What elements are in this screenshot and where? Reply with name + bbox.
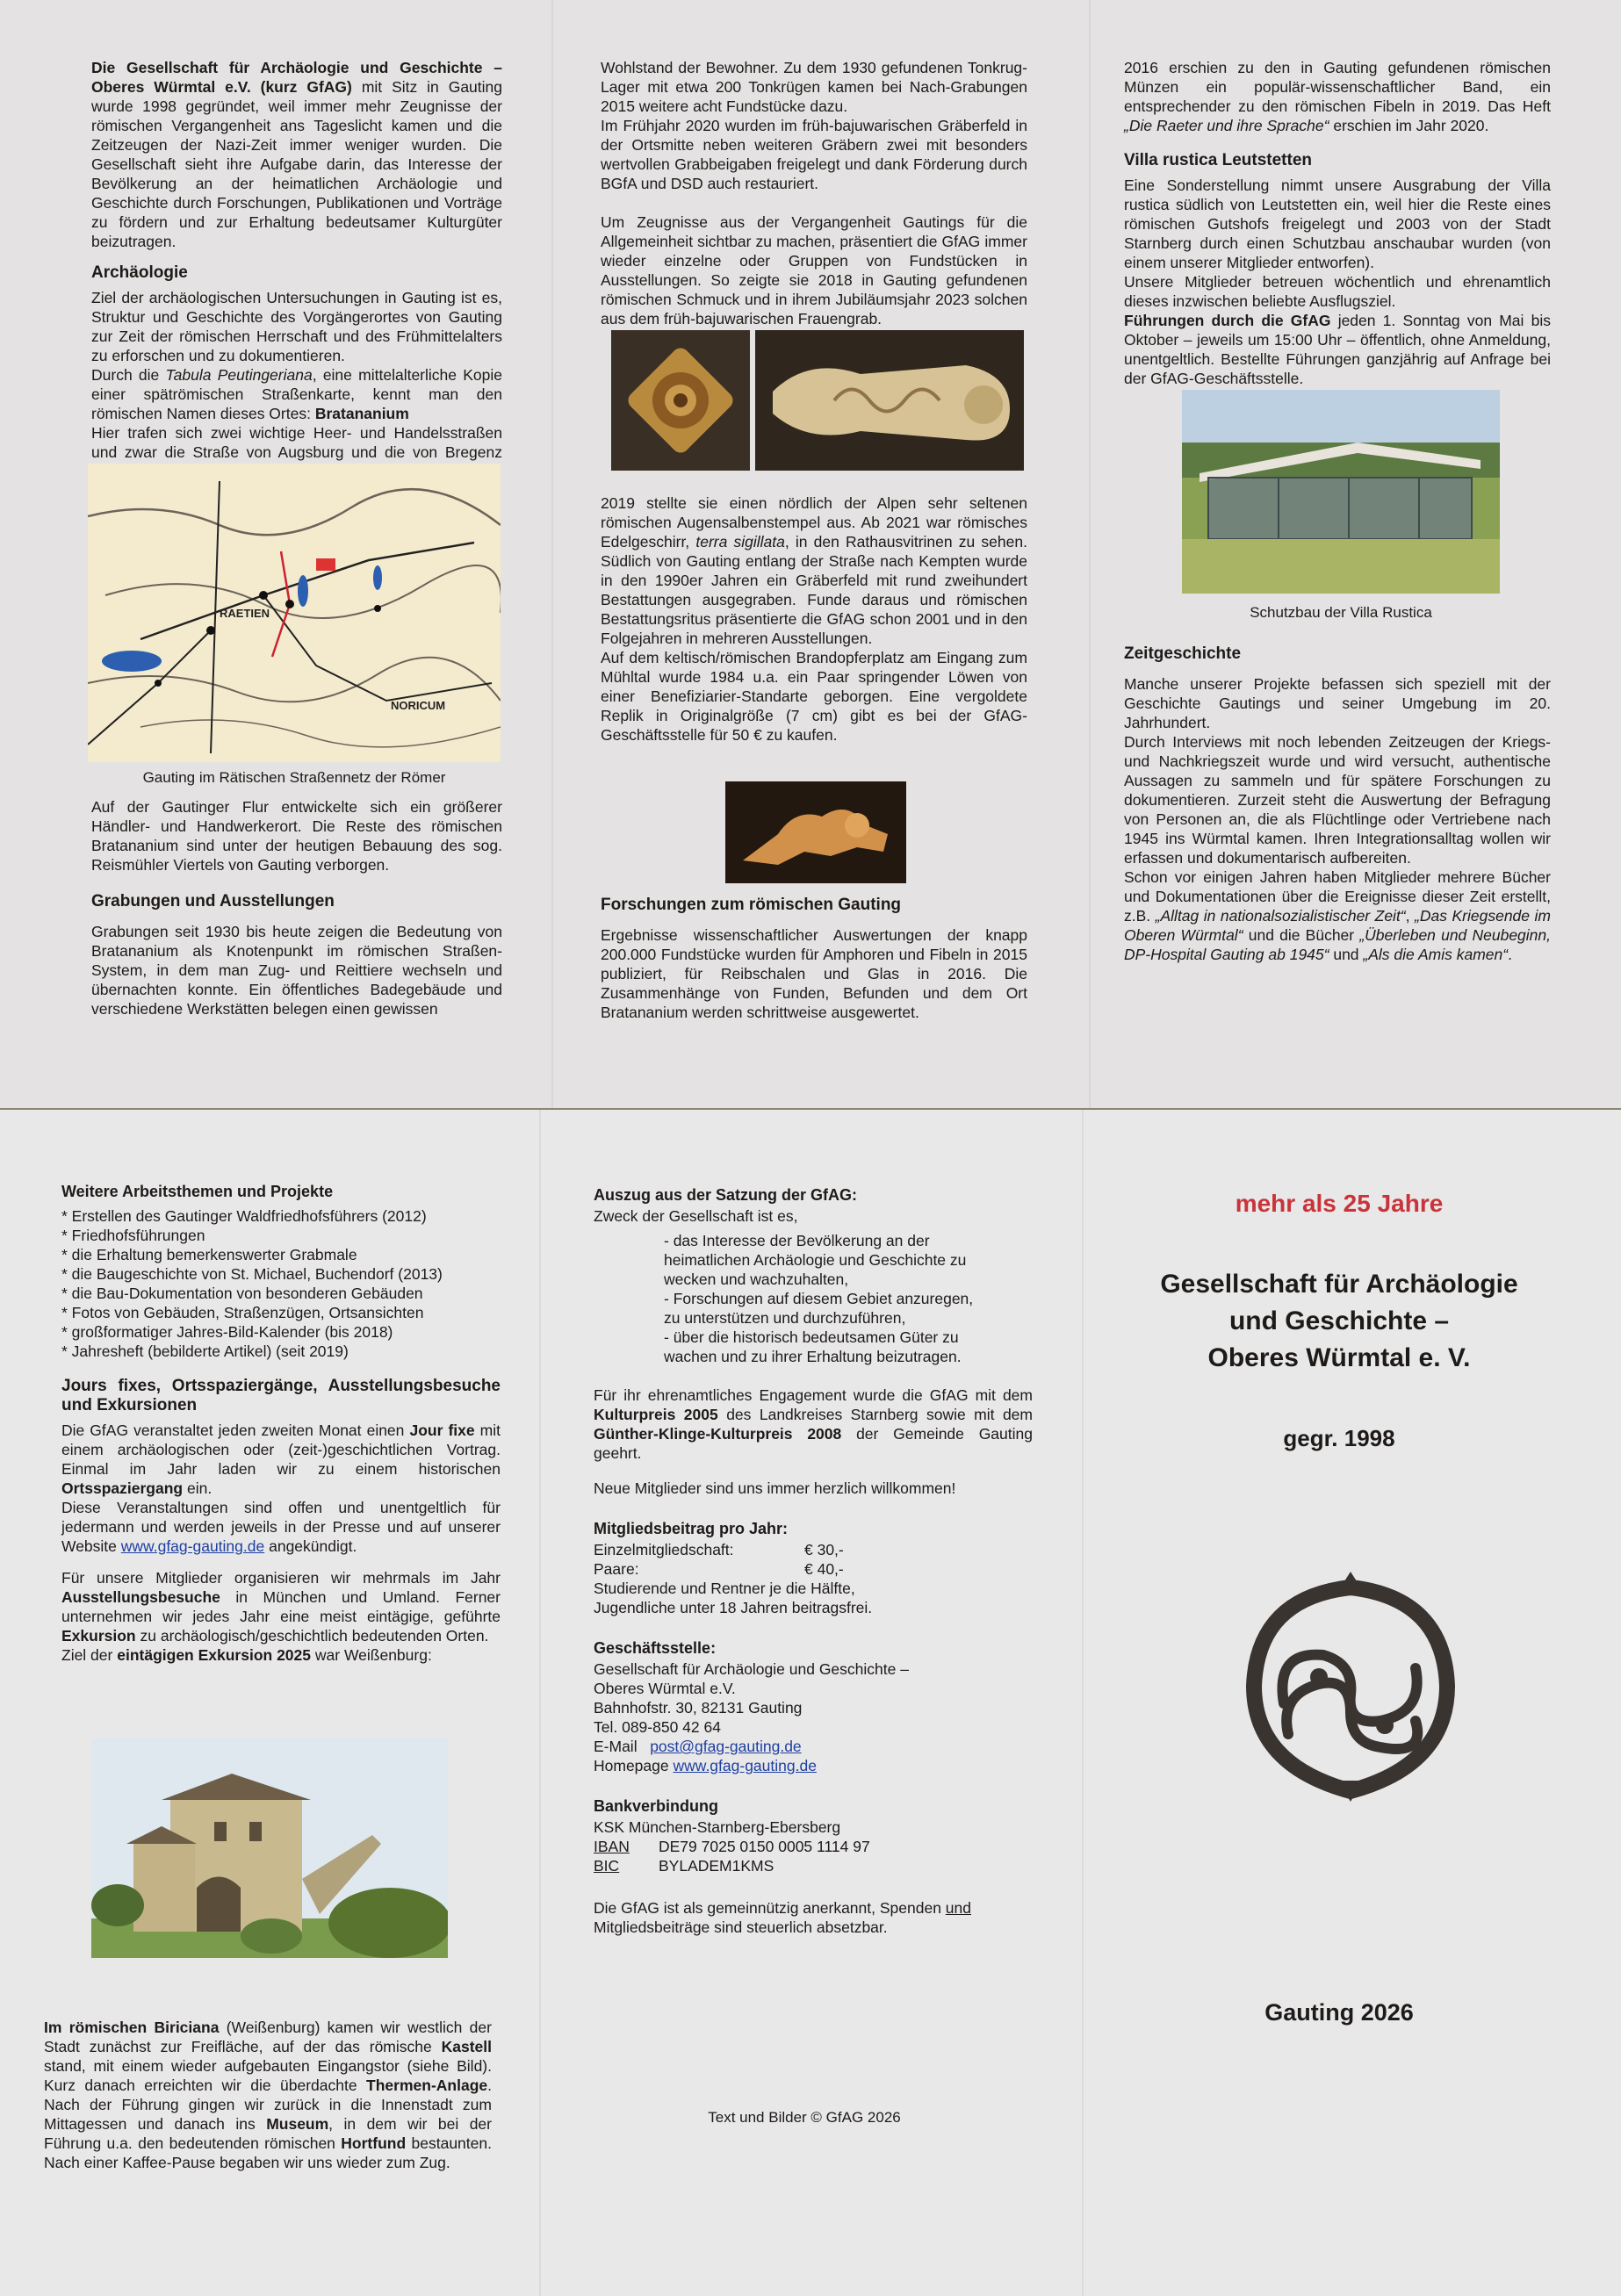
volunteers-paragraph: Unsere Mitglieder betreuen wöchentlich und ehrenamtlich dieses inzwischen beliebte Ausflugsziel. xyxy=(1124,273,1551,310)
fold-line xyxy=(1089,0,1091,1108)
heading-membership-fee: Mitgliedsbeitrag pro Jahr: xyxy=(594,1520,789,1537)
purpose-intro: Zweck der Gesellschaft ist es, xyxy=(594,1207,798,1225)
intro-text: mit Sitz in Gauting wurde 1998 gegründet, weil immer mehr Zeugnisse der römischen Vergangenheit ans Tageslicht kamen und die Zeitzeugen der Nazi-Zeit immer weniger wurden. Die Gesellschaft sieht ihre Aufgabe darin, das Interesse der Bevölkerung an der heimatlichen Archäologie und Geschichte durch Forschungen, Publikationen und Vorträge zu fördern und zur Erhaltung bedeutsamer Kulturgüter beizutragen. xyxy=(91,78,503,250)
heading-research: Forschungen zum römischen Gauting xyxy=(601,896,902,914)
list-item: * die Baugeschichte von St. Michael, Buchendorf (2013) xyxy=(61,1265,443,1283)
excavations-paragraph: Grabungen seit 1930 bis heute zeigen die Bedeutung von Bratananium als Knotenpunkt im römischen Straßen-System, in dem man Zug- und Reittiere wechseln und übernachten konnte. Ein öffentliches Badegebäude und verschiedene Werkstätten belegen einen gewissen xyxy=(91,923,502,1018)
graves-paragraph: Im Frühjahr 2020 wurden im früh-bajuwarischen Gräberfeld in der Ortsmitte neben weiteren Gräbern zwei mit besonders wertvollen Grabbeigaben freigelegt und dank Förderung durch BGfA und DSD auch restauriert. xyxy=(601,117,1027,192)
heading-office: Geschäftsstelle: xyxy=(594,1639,717,1657)
books-paragraph: Schon vor einigen Jahren haben Mitglieder mehrere Bücher und Dokumentationen über die Ereignisse dieser Zeit erstellt, z.B. „Alltag in nationalsozialistischer Zeit“, „Das Kriegsende im Oberen Würmtal“ und die Bücher „Überleben und Neubeginn, DP-Hospital Gauting ab 1945“ und „Als die Amis kamen“. xyxy=(1124,868,1551,963)
fee-row: Einzelmitgliedschaft: € 30,- xyxy=(594,1541,844,1558)
tabula-title: Tabula Peutingeriana xyxy=(165,366,313,384)
email-line: E-Mail post@gfag-gauting.de xyxy=(594,1738,802,1755)
list-item: - Forschungen auf diesem Gebiet anzuregen, zu unterstützen und durchzuführen, xyxy=(664,1290,974,1327)
list-item: * Fotos von Gebäuden, Straßenzügen, Ortsansichten xyxy=(61,1304,424,1321)
map-caption: Gauting im Rätischen Straßennetz der Römer xyxy=(142,769,446,786)
bottom-column-1 xyxy=(61,1182,501,1665)
list-item: * Friedhofsführungen xyxy=(61,1227,205,1244)
list-item: * Jahresheft (bebilderte Artikel) (seit 2019) xyxy=(61,1342,349,1360)
heading-archaeology: Archäologie xyxy=(91,263,188,282)
iban-value: DE79 7025 0150 0005 1114 97 xyxy=(659,1838,870,1855)
top-column-3 xyxy=(1124,58,1551,388)
fold-line xyxy=(551,0,553,1108)
gfag-emblem xyxy=(1240,1572,1461,1802)
lion-replica-photo xyxy=(725,781,906,883)
copyright: Text und Bilder © GfAG 2026 xyxy=(708,2109,901,2126)
purpose-list xyxy=(594,1226,989,1366)
email-link[interactable]: post@gfag-gauting.de xyxy=(650,1738,802,1755)
villa-drawing xyxy=(1182,390,1500,594)
brochure-outside-sheet xyxy=(0,1110,1621,2296)
list-item: - über die historisch bedeutsamen Güter zu wachen und zu ihrer Erhaltung beizutragen. xyxy=(664,1328,962,1365)
open-events-paragraph: Diese Veranstaltungen sind offen und unentgeltlich für jedermann und werden jeweils in der Presse und auf unserer Website www.gfag-gauting.de angekündigt. xyxy=(61,1499,501,1555)
gate-drawing xyxy=(91,1738,448,1958)
list-item: * die Erhaltung bemerkenswerter Grabmale xyxy=(61,1246,357,1263)
villa-caption: Schutzbau der Villa Rustica xyxy=(1250,604,1432,621)
tabula-paragraph: Durch die Tabula Peutingeriana, eine mittelalterliche Kopie einer spätrömischen Straßenkarte, kennt man den römischen Namen dieses Ortes: Bratananium xyxy=(91,366,502,422)
tax-note: Die GfAG ist als gemeinnützig anerkannt, Spenden und Mitgliedsbeiträge sind steuerlich absetzbar. xyxy=(594,1899,971,1936)
topics-list xyxy=(61,1206,501,1361)
map-label-raetien: RAETIEN xyxy=(220,607,270,620)
publications-paragraph: 2016 erschien zu den in Gauting gefundenen römischen Münzen ein populär-wissenschaftlicher Band, ein entsprechender zu den römischen Fibeln in 2019. Das Heft „Die Raeter und ihre Sprache“ erschien im Jahr 2020. xyxy=(1124,59,1551,134)
bic-value: BYLADEM1KMS xyxy=(659,1857,774,1875)
pottery-paragraph: Wohlstand der Bewohner. Zu dem 1930 gefundenen Tonkrug-Lager mit etwa 200 Tonkrügen kamen bei Nach-Grabungen 2015 weitere acht Fundstücke dazu. xyxy=(601,59,1027,115)
brooch-drawing xyxy=(611,330,750,471)
website-link[interactable]: www.gfag-gauting.de xyxy=(120,1537,265,1555)
fold-line xyxy=(1082,1110,1084,2296)
fold-line xyxy=(539,1110,541,2296)
brochure-inside-sheet xyxy=(0,0,1621,1108)
bic-row: BIC BYLADEM1KMS xyxy=(594,1857,774,1875)
founded-year: gegr. 1998 xyxy=(1283,1425,1395,1451)
settlement-paragraph: Auf der Gautinger Flur entwickelte sich ein größerer Händler- und Handwerkerort. Die Reste des römischen Bratananium sind unter der heutigen Bebauung des sog. Reismühler Viertels von Gauting verborgen. xyxy=(91,798,502,874)
roman-name: Bratananium xyxy=(314,405,409,422)
heading-contemporary-history: Zeitgeschichte xyxy=(1124,644,1242,663)
exhibitions-paragraph: Um Zeugnisse aus der Vergangenheit Gautings für die Allgemeinheit sichtbar zu machen, präsentiert die GfAG immer wieder einzelne oder Gruppen von Fundstücken in Ausstellungen. So zeigte sie 2018 in Gauting gefundenen römischen Schmuck und in ihrem Jubiläumsjahr 2023 solchen aus dem früh-bajuwarischen Frauengrab. xyxy=(601,213,1027,327)
roads-paragraph: Hier trafen sich zwei wichtige Heer- und Handelsstraßen und zwar die Straße von Augsburg und die von Bregenz xyxy=(91,424,502,461)
anniversary-badge: mehr als 25 Jahre xyxy=(1235,1190,1444,1217)
iban-row: IBAN DE79 7025 0150 0005 1114 97 xyxy=(594,1838,870,1855)
members-paragraph: Für unsere Mitglieder organisieren wir mehrmals im Jahr Ausstellungsbesuche in München und Umland. Ferner unternehmen wir jedes Jahr eine meist eintägige, geführte Exkursion zu archäologisch/geschichtlich bedeutenden Orten. xyxy=(61,1569,501,1645)
research-paragraph: Ergebnisse wissenschaftlicher Auswertungen der knapp 200.000 Fundstücke wurden für Amphoren und Fibeln in 2015 publiziert, für Reibschalen und Glas in 2016. Die Zusammenhänge von Funden, Befunden und dem Ort Bratananium werden schrittweise ausgewertet. xyxy=(601,926,1027,1021)
heading-villa-rustica: Villa rustica Leutstetten xyxy=(1124,151,1312,169)
office-line: Bahnhofstr. 30, 82131 Gauting xyxy=(594,1699,803,1717)
archaeology-paragraph: Ziel der archäologischen Untersuchungen in Gauting ist es, Struktur und Geschichte des Vorgängerortes von Gauting zur Zeit der römischen Herrschaft und des Frühmittelalters zu erforschen und zu dokumentieren. xyxy=(91,289,502,364)
belt-fitting-photo xyxy=(755,330,1024,471)
heading-bank: Bankverbindung xyxy=(594,1797,719,1815)
excursion-goal: Ziel der eintägigen Exkursion 2025 war Weißenburg: xyxy=(61,1646,432,1664)
belt-fitting-drawing xyxy=(755,330,1024,471)
top-column-2-lower xyxy=(601,493,1027,745)
heading-topics: Weitere Arbeitsthemen und Projekte xyxy=(61,1183,334,1200)
history-intro-paragraph: Manche unserer Projekte befassen sich speziell mit der Geschichte Gautings und seiner Umgebung im 20. Jahrhundert. xyxy=(1124,675,1551,731)
place-year: Gauting 2026 xyxy=(1264,1999,1414,2026)
roman-gate-photo xyxy=(91,1738,448,1958)
top-column-2 xyxy=(601,58,1027,328)
heading-excavations: Grabungen und Ausstellungen xyxy=(91,892,335,910)
heading-statute: Auszug aus der Satzung der GfAG: xyxy=(594,1186,858,1204)
top-column-3-history xyxy=(1124,644,1551,964)
eye-salve-paragraph: 2019 stellte sie einen nördlich der Alpen sehr seltenen römischen Augensalbenstempel aus. Ab 2021 war römisches Edelgeschirr, terra sigillata, in den Rathausvitrinen zu sehen. Südlich von Gauting entlang der Straße nach Kempten wurde in den 1990er Jahren ein Gräberfeld mit rund zweihundert Bestattungen ausgegraben. Funde daraus und römischen Bestattungsritus präsentierte die GfAG schon 2001 und in den Folgejahren in mehreren Ausstellungen. xyxy=(601,494,1027,647)
publication-title: „Die Raeter und ihre Sprache“ xyxy=(1124,117,1329,134)
top-column-1 xyxy=(91,58,502,481)
list-item: * Erstellen des Gautinger Waldfriedhofsführers (2012) xyxy=(61,1207,427,1225)
top-column-1-lower xyxy=(91,797,502,1018)
biriciana-paragraph: Im römischen Biriciana (Weißenburg) kamen wir westlich der Stadt zunächst zur Freifläche, auf der das römische Kastell stand, mit einem wieder aufgebauten Eingangstor (siehe Bild). Kurz danach erreichten wir die überdachte Thermen-Anlage. Nach der Führung gingen wir zurück in die Innenstadt zum Mittagessen und danach ins Museum, in dem wir bei der Führung u.a. den bedeutenden römischen Hortfund bestaunten. Nach einer Kaffee-Pause begaben wir uns wieder zum Zug. xyxy=(44,2019,492,2171)
jour-fixe-paragraph: Die GfAG veranstaltet jeden zweiten Monat einen Jour fixe mit einem archäologischen oder (zeit-)geschichtlichen Vortrag. Einmal im Jahr laden wir zu einem historischen Ortsspaziergang ein. xyxy=(61,1422,501,1497)
lion-drawing xyxy=(725,781,906,883)
cover-column xyxy=(1133,1189,1545,1452)
intro-paragraph xyxy=(91,58,502,251)
top-column-2-research xyxy=(601,896,1027,1022)
brooch-photo xyxy=(611,330,750,471)
lions-paragraph: Auf dem keltisch/römischen Brandopferplatz am Eingang zum Mühltal wurde 1984 u.a. ein Paar springender Löwen von einer Benefiziarier-Standarte geborgen. Eine vergoldete Replik in Originalgröße (7 cm) gibt es bei der GfAG-Geschäftsstelle für 50 € zu kaufen. xyxy=(601,649,1027,744)
cover-title: Gesellschaft für Archäologie und Geschichte – Oberes Würmtal e. V. xyxy=(1160,1270,1518,1372)
org-name: Die Gesellschaft für Archäologie und Geschichte – Oberes Würmtal e.V. (kurz GfAG) xyxy=(91,59,502,96)
welcome-text: Neue Mitglieder sind uns immer herzlich willkommen! xyxy=(594,1479,956,1497)
cover-footer xyxy=(1133,1998,1545,2026)
villa-shelter-photo xyxy=(1182,390,1500,594)
bank-name: KSK München-Starnberg-Ebersberg xyxy=(594,1818,841,1836)
office-line: Gesellschaft für Archäologie und Geschichte – xyxy=(594,1660,909,1678)
homepage-link[interactable]: www.gfag-gauting.de xyxy=(673,1757,817,1774)
heading-events: Jours fixes, Ortsspaziergänge, Ausstellungsbesuche und Exkursionen xyxy=(61,1377,501,1414)
bottom-column-2 xyxy=(594,1185,1033,1937)
tours-paragraph: Führungen durch die GfAG jeden 1. Sonntag von Mai bis Oktober – jeweils um 15:00 Uhr – öffentlich, ohne Anmeldung, unentgeltlich. Bestellte Führungen ganzjährig auf Anfrage bei der GfAG-Geschäftsstelle. xyxy=(1124,312,1551,387)
events-section xyxy=(61,1377,501,1665)
fee-table xyxy=(594,1540,1033,1579)
office-line: Tel. 089-850 42 64 xyxy=(594,1718,721,1736)
emblem-icon xyxy=(1240,1572,1461,1802)
fee-note: Jugendliche unter 18 Jahren beitragsfrei. xyxy=(594,1599,873,1616)
office-line: Oberes Würmtal e.V. xyxy=(594,1680,736,1697)
award-paragraph: Für ihr ehrenamtliches Engagement wurde die GfAG mit dem Kulturpreis 2005 des Landkreises Starnberg sowie mit dem Günther-Klinge-Kulturpreis 2008 der Gemeinde Gauting geehrt. xyxy=(594,1386,1033,1462)
villa-paragraph: Eine Sonderstellung nimmt unsere Ausgrabung der Villa rustica südlich von Leutstetten ein, weil hier die Reste eines römischen Gutshofs freigelegt und 2003 von der Stadt Starnberg durch einen Schutzbau anschaubar wurden (von einem unserer Mitglieder entworfen). xyxy=(1124,176,1551,271)
list-item: * die Bau-Dokumentation von besonderen Gebäuden xyxy=(61,1285,423,1302)
fee-note: Studierende und Rentner je die Hälfte, xyxy=(594,1580,855,1597)
map-drawing xyxy=(88,464,501,762)
interviews-paragraph: Durch Interviews mit noch lebenden Zeitzeugen der Kriegs- und Nachkriegszeit wurde und wird versucht, authentische Aussagen zu sammeln und für spätere Forschungen zu dokumentieren. Zurzeit steht die Auswertung der Befragung von Personen an, die als Flüchtlinge oder Vertriebene nach 1945 ins Würmtal kamen. Ihren Integrationsalltag wollen wir erfassen und dokumentarisch aufbereiten. xyxy=(1124,733,1551,867)
terra-sigillata: terra sigillata xyxy=(695,533,785,551)
homepage-line: Homepage www.gfag-gauting.de xyxy=(594,1757,817,1774)
map-label-noricum: NORICUM xyxy=(391,699,446,712)
list-item: * großformatiger Jahres-Bild-Kalender (bis 2018) xyxy=(61,1323,393,1341)
roman-road-map xyxy=(88,464,501,762)
fee-row: Paare: € 40,- xyxy=(594,1560,844,1578)
list-item: - das Interesse der Bevölkerung an der heimatlichen Archäologie und Geschichte zu wecken und wachzuhalten, xyxy=(664,1232,967,1288)
